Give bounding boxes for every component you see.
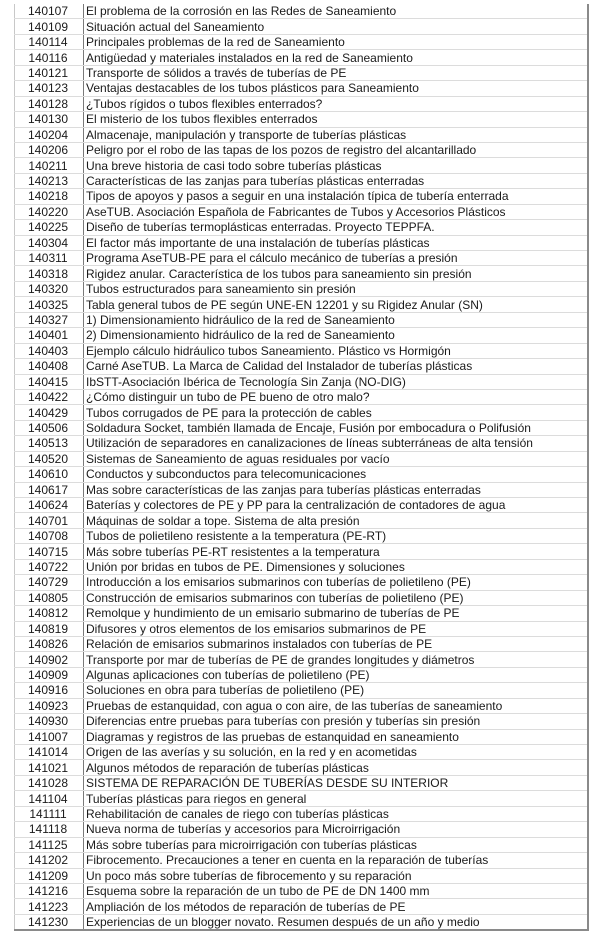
article-index-body xyxy=(15,4,588,930)
article-id-cell[interactable]: 140128 xyxy=(15,96,84,111)
article-title-cell[interactable]: Más sobre tuberías para microirrigación con tuberías plásticas xyxy=(84,837,588,852)
table-row xyxy=(15,621,588,636)
table-row xyxy=(15,714,588,729)
table-row xyxy=(15,112,588,127)
table-row xyxy=(15,158,588,173)
table-row xyxy=(15,544,588,559)
article-id-cell[interactable]: 140325 xyxy=(15,297,84,312)
table-row xyxy=(15,559,588,574)
article-id-cell[interactable]: 140304 xyxy=(15,235,84,250)
table-row xyxy=(15,482,588,497)
article-id-cell[interactable]: 140320 xyxy=(15,281,84,296)
article-title-cell[interactable]: Algunos métodos de reparación de tuberías plásticas xyxy=(84,760,588,775)
table-row xyxy=(15,34,588,49)
table-row xyxy=(15,297,588,312)
table-row xyxy=(15,883,588,898)
table-row xyxy=(15,853,588,868)
article-title-cell[interactable]: Tubos de polietileno resistente a la temperatura (PE-RT) xyxy=(84,528,588,543)
article-title-cell[interactable]: Unión por bridas en tubos de PE. Dimensiones y soluciones xyxy=(84,559,588,574)
article-id-cell[interactable]: 140722 xyxy=(15,559,84,574)
table-row xyxy=(15,636,588,651)
article-id-cell[interactable]: 141118 xyxy=(15,822,84,837)
article-id-cell[interactable]: 141125 xyxy=(15,837,84,852)
table-row xyxy=(15,899,588,914)
article-title-cell[interactable]: Una breve historia de casi todo sobre tuberías plásticas xyxy=(84,158,588,173)
table-row xyxy=(15,760,588,775)
article-id-cell[interactable]: 141202 xyxy=(15,853,84,868)
article-title-cell[interactable]: Mas sobre características de las zanjas para tuberías plásticas enterradas xyxy=(84,482,588,497)
article-id-cell[interactable]: 140311 xyxy=(15,251,84,266)
article-title-cell[interactable]: Ejemplo cálculo hidráulico tubos Saneamiento. Plástico vs Hormigón xyxy=(84,343,588,358)
table-row xyxy=(15,775,588,790)
table-row xyxy=(15,451,588,466)
table-row xyxy=(15,914,588,930)
article-id-cell[interactable]: 140220 xyxy=(15,204,84,219)
table-row xyxy=(15,405,588,420)
article-title-cell[interactable]: Transporte de sólidos a través de tuberías de PE xyxy=(84,65,588,80)
table-row xyxy=(15,127,588,142)
article-id-cell[interactable]: 140121 xyxy=(15,65,84,80)
article-title-cell[interactable]: Remolque y hundimiento de un emisario submarino de tuberías de PE xyxy=(84,606,588,621)
article-title-cell[interactable]: Algunas aplicaciones con tuberías de polietileno (PE) xyxy=(84,667,588,682)
table-row xyxy=(15,266,588,281)
article-title-cell[interactable]: AseTUB. Asociación Española de Fabricantes de Tubos y Accesorios Plásticos xyxy=(84,204,588,219)
article-id-cell[interactable]: 141223 xyxy=(15,899,84,914)
article-id-cell[interactable]: 140130 xyxy=(15,112,84,127)
table-row xyxy=(15,96,588,111)
article-title-cell[interactable]: Peligro por el robo de las tapas de los pozos de registro del alcantarillado xyxy=(84,142,588,157)
article-title-cell[interactable]: Origen de las averías y su solución, en la red y en acometidas xyxy=(84,745,588,760)
article-id-cell[interactable]: 140422 xyxy=(15,389,84,404)
article-id-cell[interactable]: 140513 xyxy=(15,436,84,451)
table-row xyxy=(15,652,588,667)
article-id-cell[interactable]: 140107 xyxy=(15,4,84,19)
article-id-cell[interactable]: 140708 xyxy=(15,528,84,543)
table-row xyxy=(15,142,588,157)
article-id-cell[interactable]: 141028 xyxy=(15,775,84,790)
article-title-cell[interactable]: Tubos corrugados de PE para la protección de cables xyxy=(84,405,588,420)
article-title-cell[interactable]: Programa AseTUB-PE para el cálculo mecánico de tuberías a presión xyxy=(84,251,588,266)
article-title-cell[interactable]: Experiencias de un blogger novato. Resumen después de un año y medio xyxy=(86,915,480,930)
article-title-cell[interactable]: Nueva norma de tuberías y accesorios para Microirrigación xyxy=(84,822,588,837)
article-id-cell[interactable]: 141111 xyxy=(15,806,84,821)
article-id-cell[interactable]: 140624 xyxy=(15,498,84,513)
article-title-cell[interactable]: Fibrocemento. Precauciones a tener en cuenta en la reparación de tuberías xyxy=(84,853,588,868)
article-title-cell[interactable]: 1) Dimensionamiento hidráulico de la red de Saneamiento xyxy=(84,312,588,327)
article-title-cell[interactable]: Carné AseTUB. La Marca de Calidad del Instalador de tuberías plásticas xyxy=(84,359,588,374)
table-row xyxy=(15,251,588,266)
table-row xyxy=(15,4,588,19)
article-id-cell[interactable]: 140729 xyxy=(15,575,84,590)
table-row xyxy=(15,667,588,682)
article-title-cell[interactable]: El misterio de los tubos flexibles enterrados xyxy=(84,112,588,127)
article-id-cell[interactable]: 140902 xyxy=(15,652,84,667)
table-row xyxy=(15,806,588,821)
table-row xyxy=(15,389,588,404)
table-row xyxy=(15,19,588,34)
table-row xyxy=(15,220,588,235)
table-row xyxy=(15,173,588,188)
article-id-cell[interactable]: 140327 xyxy=(15,312,84,327)
article-title-cell[interactable]: Relación de emisarios submarinos instalados con tuberías de PE xyxy=(84,636,588,651)
table-row xyxy=(15,868,588,883)
article-title-cell[interactable]: Almacenaje, manipulación y transporte de tuberías plásticas xyxy=(84,127,588,142)
table-row xyxy=(15,374,588,389)
article-id-cell[interactable]: 140916 xyxy=(15,683,84,698)
article-title-cell[interactable]: Utilización de separadores en canalizaciones de líneas subterráneas de alta tensión xyxy=(84,436,588,451)
article-title-cell[interactable]: Transporte por mar de tuberías de PE de grandes longitudes y diámetros xyxy=(84,652,588,667)
table-row xyxy=(15,837,588,852)
article-title-cell[interactable]: SISTEMA DE REPARACIÓN DE TUBERÍAS DESDE SU INTERIOR xyxy=(84,775,588,790)
article-title-cell[interactable]: Antigüedad y materiales instalados en la red de Saneamiento xyxy=(84,50,588,65)
article-title-cell[interactable]: Soldadura Socket, también llamada de Encaje, Fusión por embocadura o Polifusión xyxy=(84,420,588,435)
table-row xyxy=(15,590,588,605)
article-id-cell[interactable]: 140805 xyxy=(15,590,84,605)
article-title-cell[interactable]: Tuberías plásticas para riegos en general xyxy=(84,791,588,806)
article-title-cell[interactable]: IbSTT-Asociación Ibérica de Tecnología Sin Zanja (NO-DIG) xyxy=(84,374,588,389)
article-title-cell[interactable]: Esquema sobre la reparación de un tubo de PE de DN 1400 mm xyxy=(84,883,588,898)
article-title-cell[interactable]: Tubos estructurados para saneamiento sin presión xyxy=(84,281,588,296)
table-row xyxy=(15,65,588,80)
article-title-cell[interactable]: Sistemas de Saneamiento de aguas residuales por vacío xyxy=(84,451,588,466)
article-id-cell[interactable]: 140204 xyxy=(15,127,84,142)
article-id-cell[interactable]: 140826 xyxy=(15,636,84,651)
article-index-table xyxy=(14,4,589,931)
article-id-cell[interactable]: 140701 xyxy=(15,513,84,528)
table-row xyxy=(15,420,588,435)
article-title-cell[interactable]: El problema de la corrosión en las Redes de Saneamiento xyxy=(84,4,588,19)
table-row xyxy=(15,343,588,358)
article-id-cell[interactable]: 140114 xyxy=(15,34,84,49)
article-id-cell[interactable]: 141014 xyxy=(15,745,84,760)
article-title-cell[interactable]: Baterías y colectores de PE y PP para la centralización de contadores de agua xyxy=(84,498,588,513)
article-id-cell[interactable]: 140909 xyxy=(15,667,84,682)
table-row xyxy=(15,359,588,374)
article-title-cell[interactable]: ¿Tubos rígidos o tubos flexibles enterrados? xyxy=(84,96,588,111)
table-row xyxy=(15,745,588,760)
article-id-cell[interactable]: 140415 xyxy=(15,374,84,389)
article-title-cell[interactable]: Características de las zanjas para tuberías plásticas enterradas xyxy=(84,173,588,188)
table-row xyxy=(15,698,588,713)
article-id-cell[interactable]: 140520 xyxy=(15,451,84,466)
article-id-cell[interactable]: 140213 xyxy=(15,173,84,188)
table-row xyxy=(15,791,588,806)
table-row xyxy=(15,606,588,621)
article-title-cell[interactable]: Rigidez anular. Característica de los tubos para saneamiento sin presión xyxy=(84,266,588,281)
article-id-cell[interactable]: 140123 xyxy=(15,81,84,96)
article-id-cell[interactable]: 140610 xyxy=(15,467,84,482)
article-id-cell[interactable]: 140225 xyxy=(15,220,84,235)
article-id-cell[interactable]: 140403 xyxy=(15,343,84,358)
article-title-cell[interactable]: Máquinas de soldar a tope. Sistema de alta presión xyxy=(84,513,588,528)
table-row xyxy=(15,729,588,744)
article-title-cell[interactable]: Tipos de apoyos y pasos a seguir en una instalación típica de tubería enterrada xyxy=(84,189,588,204)
article-id-cell[interactable]: 141104 xyxy=(15,791,84,806)
article-title-cell[interactable]: Rehabilitación de canales de riego con tuberías plásticas xyxy=(84,806,588,821)
article-id-cell[interactable]: 141007 xyxy=(15,729,84,744)
table-row xyxy=(15,498,588,513)
table-row xyxy=(15,328,588,343)
article-title-cell[interactable]: Principales problemas de la red de Saneamiento xyxy=(84,34,588,49)
article-title-cell[interactable]: Conductos y subconductos para telecomunicaciones xyxy=(84,467,588,482)
article-id-cell[interactable]: 140930 xyxy=(15,714,84,729)
article-id-cell[interactable]: 140109 xyxy=(15,19,84,34)
article-title-cell[interactable]: Un poco más sobre tuberías de fibrocemento y su reparación xyxy=(84,868,588,883)
table-row xyxy=(15,822,588,837)
table-row xyxy=(15,50,588,65)
article-id-cell[interactable]: 140812 xyxy=(15,606,84,621)
article-title-cell[interactable]: Introducción a los emisarios submarinos con tuberías de polietileno (PE) xyxy=(84,575,588,590)
article-title-cell[interactable]: 2) Dimensionamiento hidráulico de la red de Saneamiento xyxy=(84,328,588,343)
article-id-cell[interactable]: 141230 xyxy=(15,914,84,930)
article-id-cell[interactable]: 140206 xyxy=(15,142,84,157)
article-id-cell[interactable]: 141209 xyxy=(15,868,84,883)
article-title-cell[interactable]: Situación actual del Saneamiento xyxy=(84,19,588,34)
table-row xyxy=(15,436,588,451)
table-row xyxy=(15,513,588,528)
article-title-cell[interactable]: El factor más importante de una instalación de tuberías plásticas xyxy=(84,235,588,250)
table-row xyxy=(15,528,588,543)
table-row xyxy=(15,281,588,296)
article-title-cell[interactable]: Diagramas y registros de las pruebas de estanquidad en saneamiento xyxy=(84,729,588,744)
article-id-cell[interactable]: 140429 xyxy=(15,405,84,420)
article-id-cell[interactable]: 140408 xyxy=(15,359,84,374)
article-id-cell[interactable]: 140116 xyxy=(15,50,84,65)
article-id-cell[interactable]: 140715 xyxy=(15,544,84,559)
table-row xyxy=(15,189,588,204)
article-title-cell[interactable]: Ventajas destacables de los tubos plásticos para Saneamiento xyxy=(84,81,588,96)
article-id-cell[interactable]: 141021 xyxy=(15,760,84,775)
article-title-cell[interactable]: Diseño de tuberías termoplásticas enterradas. Proyecto TEPPFA. xyxy=(84,220,588,235)
table-row xyxy=(15,204,588,219)
table-row xyxy=(15,81,588,96)
article-title-cell[interactable]: Difusores y otros elementos de los emisarios submarinos de PE xyxy=(84,621,588,636)
article-id-cell[interactable]: 140211 xyxy=(15,158,84,173)
table-row xyxy=(15,467,588,482)
table-row xyxy=(15,235,588,250)
article-id-cell[interactable]: 140923 xyxy=(15,698,84,713)
article-id-cell[interactable]: 140401 xyxy=(15,328,84,343)
article-id-cell[interactable]: 140819 xyxy=(15,621,84,636)
table-row xyxy=(15,575,588,590)
article-id-cell[interactable]: 140506 xyxy=(15,420,84,435)
table-row xyxy=(15,312,588,327)
article-title-cell[interactable]: Construcción de emisarios submarinos con tuberías de polietileno (PE) xyxy=(84,590,588,605)
article-title-cell[interactable]: Ampliación de los métodos de reparación de tuberías de PE xyxy=(84,899,588,914)
article-title-cell[interactable]: Soluciones en obra para tuberías de polietileno (PE) xyxy=(84,683,588,698)
article-title-cell[interactable]: Pruebas de estanquidad, con agua o con aire, de las tuberías de saneamiento xyxy=(84,698,588,713)
table-row xyxy=(15,683,588,698)
article-id-cell[interactable]: 141216 xyxy=(15,883,84,898)
article-title-cell[interactable]: Tabla general tubos de PE según UNE-EN 12201 y su Rigidez Anular (SN) xyxy=(84,297,588,312)
article-title-cell[interactable]: ¿Cómo distinguir un tubo de PE bueno de otro malo? xyxy=(84,389,588,404)
article-title-cell[interactable]: Más sobre tuberías PE-RT resistentes a la temperatura xyxy=(84,544,588,559)
article-id-cell[interactable]: 140617 xyxy=(15,482,84,497)
article-id-cell[interactable]: 140218 xyxy=(15,189,84,204)
article-title-cell[interactable]: Diferencias entre pruebas para tuberías con presión y tuberías sin presión xyxy=(84,714,588,729)
article-id-cell[interactable]: 140318 xyxy=(15,266,84,281)
